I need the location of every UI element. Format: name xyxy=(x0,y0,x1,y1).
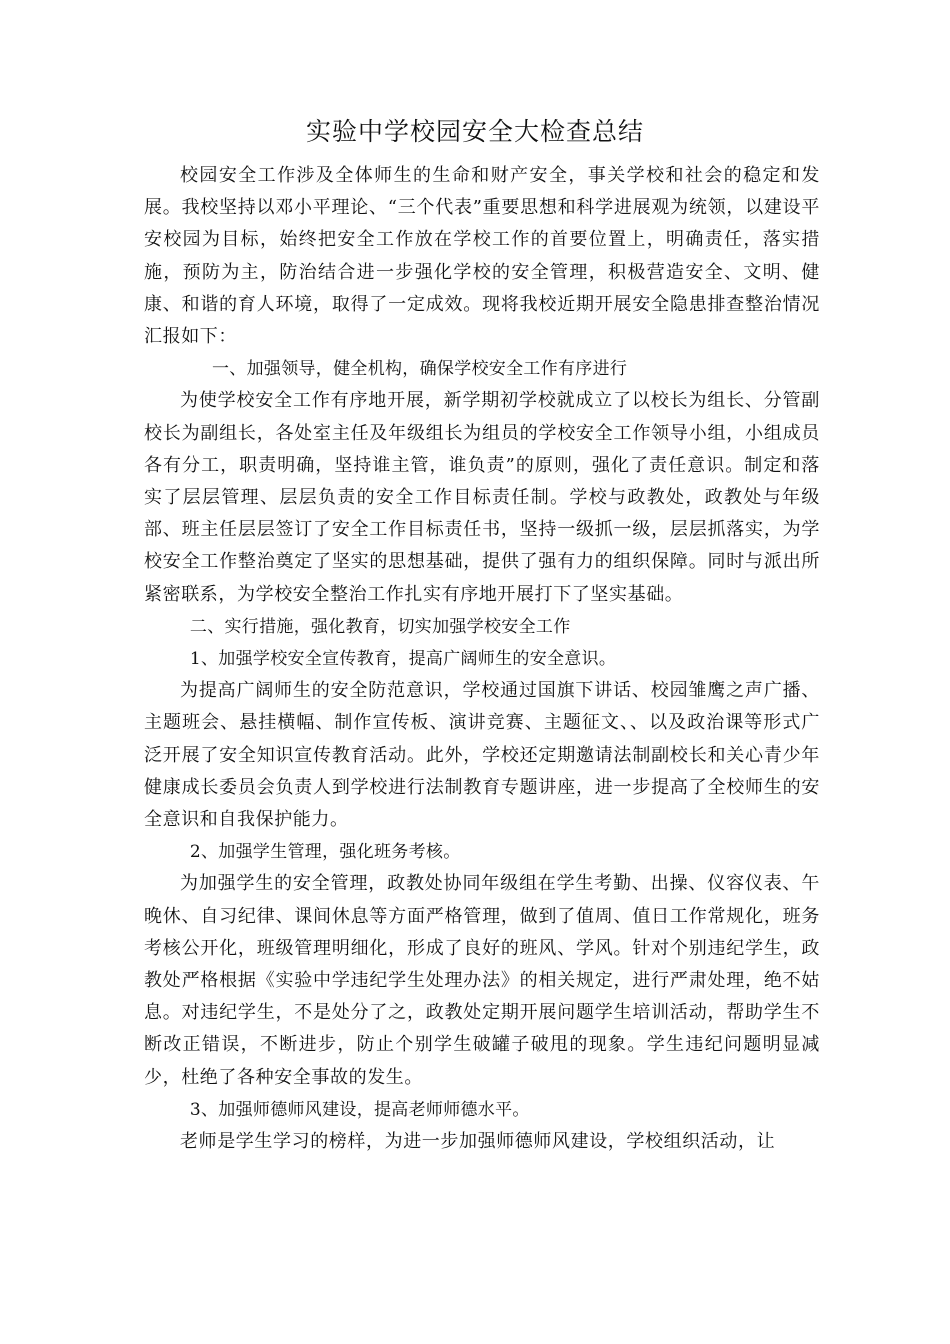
item-1-paragraph: 为提高广阔师生的安全防范意识，学校通过国旗下讲话、校园雏鹰之声广播、主题班会、悬挂横幅、制作宣传板、演讲竞赛、主题征文、、以及政治课等形式广泛开展了安全知识宣传教育活动。此外，学校还定期邀请法制副校长和关心青少年健康成长委员会负责人到学校进行法制教育专题讲座，进一步提高了全校师生的安全意识和自我保护能力。 xyxy=(144,680,820,831)
item-3-paragraph: 老师是学生学习的榜样，为进一步加强师德师风建设，学校组织活动，让 xyxy=(180,1131,776,1153)
section-2-heading: 二、实行措施，强化教育，切实加强学校安全工作 xyxy=(189,616,571,637)
item-1-heading: 1、加强学校安全宣传教育，提高广阔师生的安全意识。 xyxy=(189,649,617,670)
document-body xyxy=(144,160,820,1158)
document-title: 实验中学校园安全大检查总结 xyxy=(305,117,644,146)
section-1-paragraph: 为使学校安全工作有序地开展，新学期初学校就成立了以校长为组长、分管副校长为副组长，各处室主任及年级组长为组员的学校安全工作领导小组，小组成员各有分工，职责明确，坚持谁主管，谁负责”的原则，强化了责任意识。制定和落实了层层管理、层层负责的安全工作目标责任制。学校与政教处，政教处与年级部、班主任层层签订了安全工作目标责任书，坚持一级抓一级，层层抓落实，为学校安全工作整治奠定了坚实的思想基础，提供了强有力的组织保障。同时与派出所紧密联系，为学校安全整治工作扎实有序地开展打下了坚实基础。 xyxy=(144,390,820,605)
section-1-heading: 一、加强领导，健全机构，确保学校安全工作有序进行 xyxy=(212,359,628,380)
item-2-heading: 2、加强学生管理，强化班务考核。 xyxy=(189,842,461,863)
intro-paragraph: 校园安全工作涉及全体师生的生命和财产安全，事关学校和社会的稳定和发展。我校坚持以邓小平理论、“三个代表”重要思想和科学进展观为统领，以建设平安校园为目标，始终把安全工作放在学校工作的首要位置上，明确责任，落实措施，预防为主，防治结合进一步强化学校的安全管理，积极营造安全、文明、健康、和谐的育人环境，取得了一定成效。现将我校近期开展安全隐患排查整治情况汇报如下： xyxy=(144,165,820,348)
item-2-paragraph: 为加强学生的安全管理，政教处协同年级组在学生考勤、出操、仪容仪表、午晚休、自习纪律、课间休息等方面严格管理，做到了值周、值日工作常规化，班务考核公开化，班级管理明细化，形成了良好的班风、学风。针对个别违纪学生，政教处严格根据《实验中学违纪学生处理办法》的相关规定，进行严肃处理，绝不姑息。对违纪学生，不是处分了之，政教处定期开展问题学生培训活动，帮助学生不断改正错误，不断进步，防止个别学生破罐子破甩的现象。学生违纪问题明显减少，杜绝了各种安全事故的发生。 xyxy=(144,873,820,1088)
item-3-heading: 3、加强师德师风建设，提高老师师德水平。 xyxy=(189,1099,530,1120)
